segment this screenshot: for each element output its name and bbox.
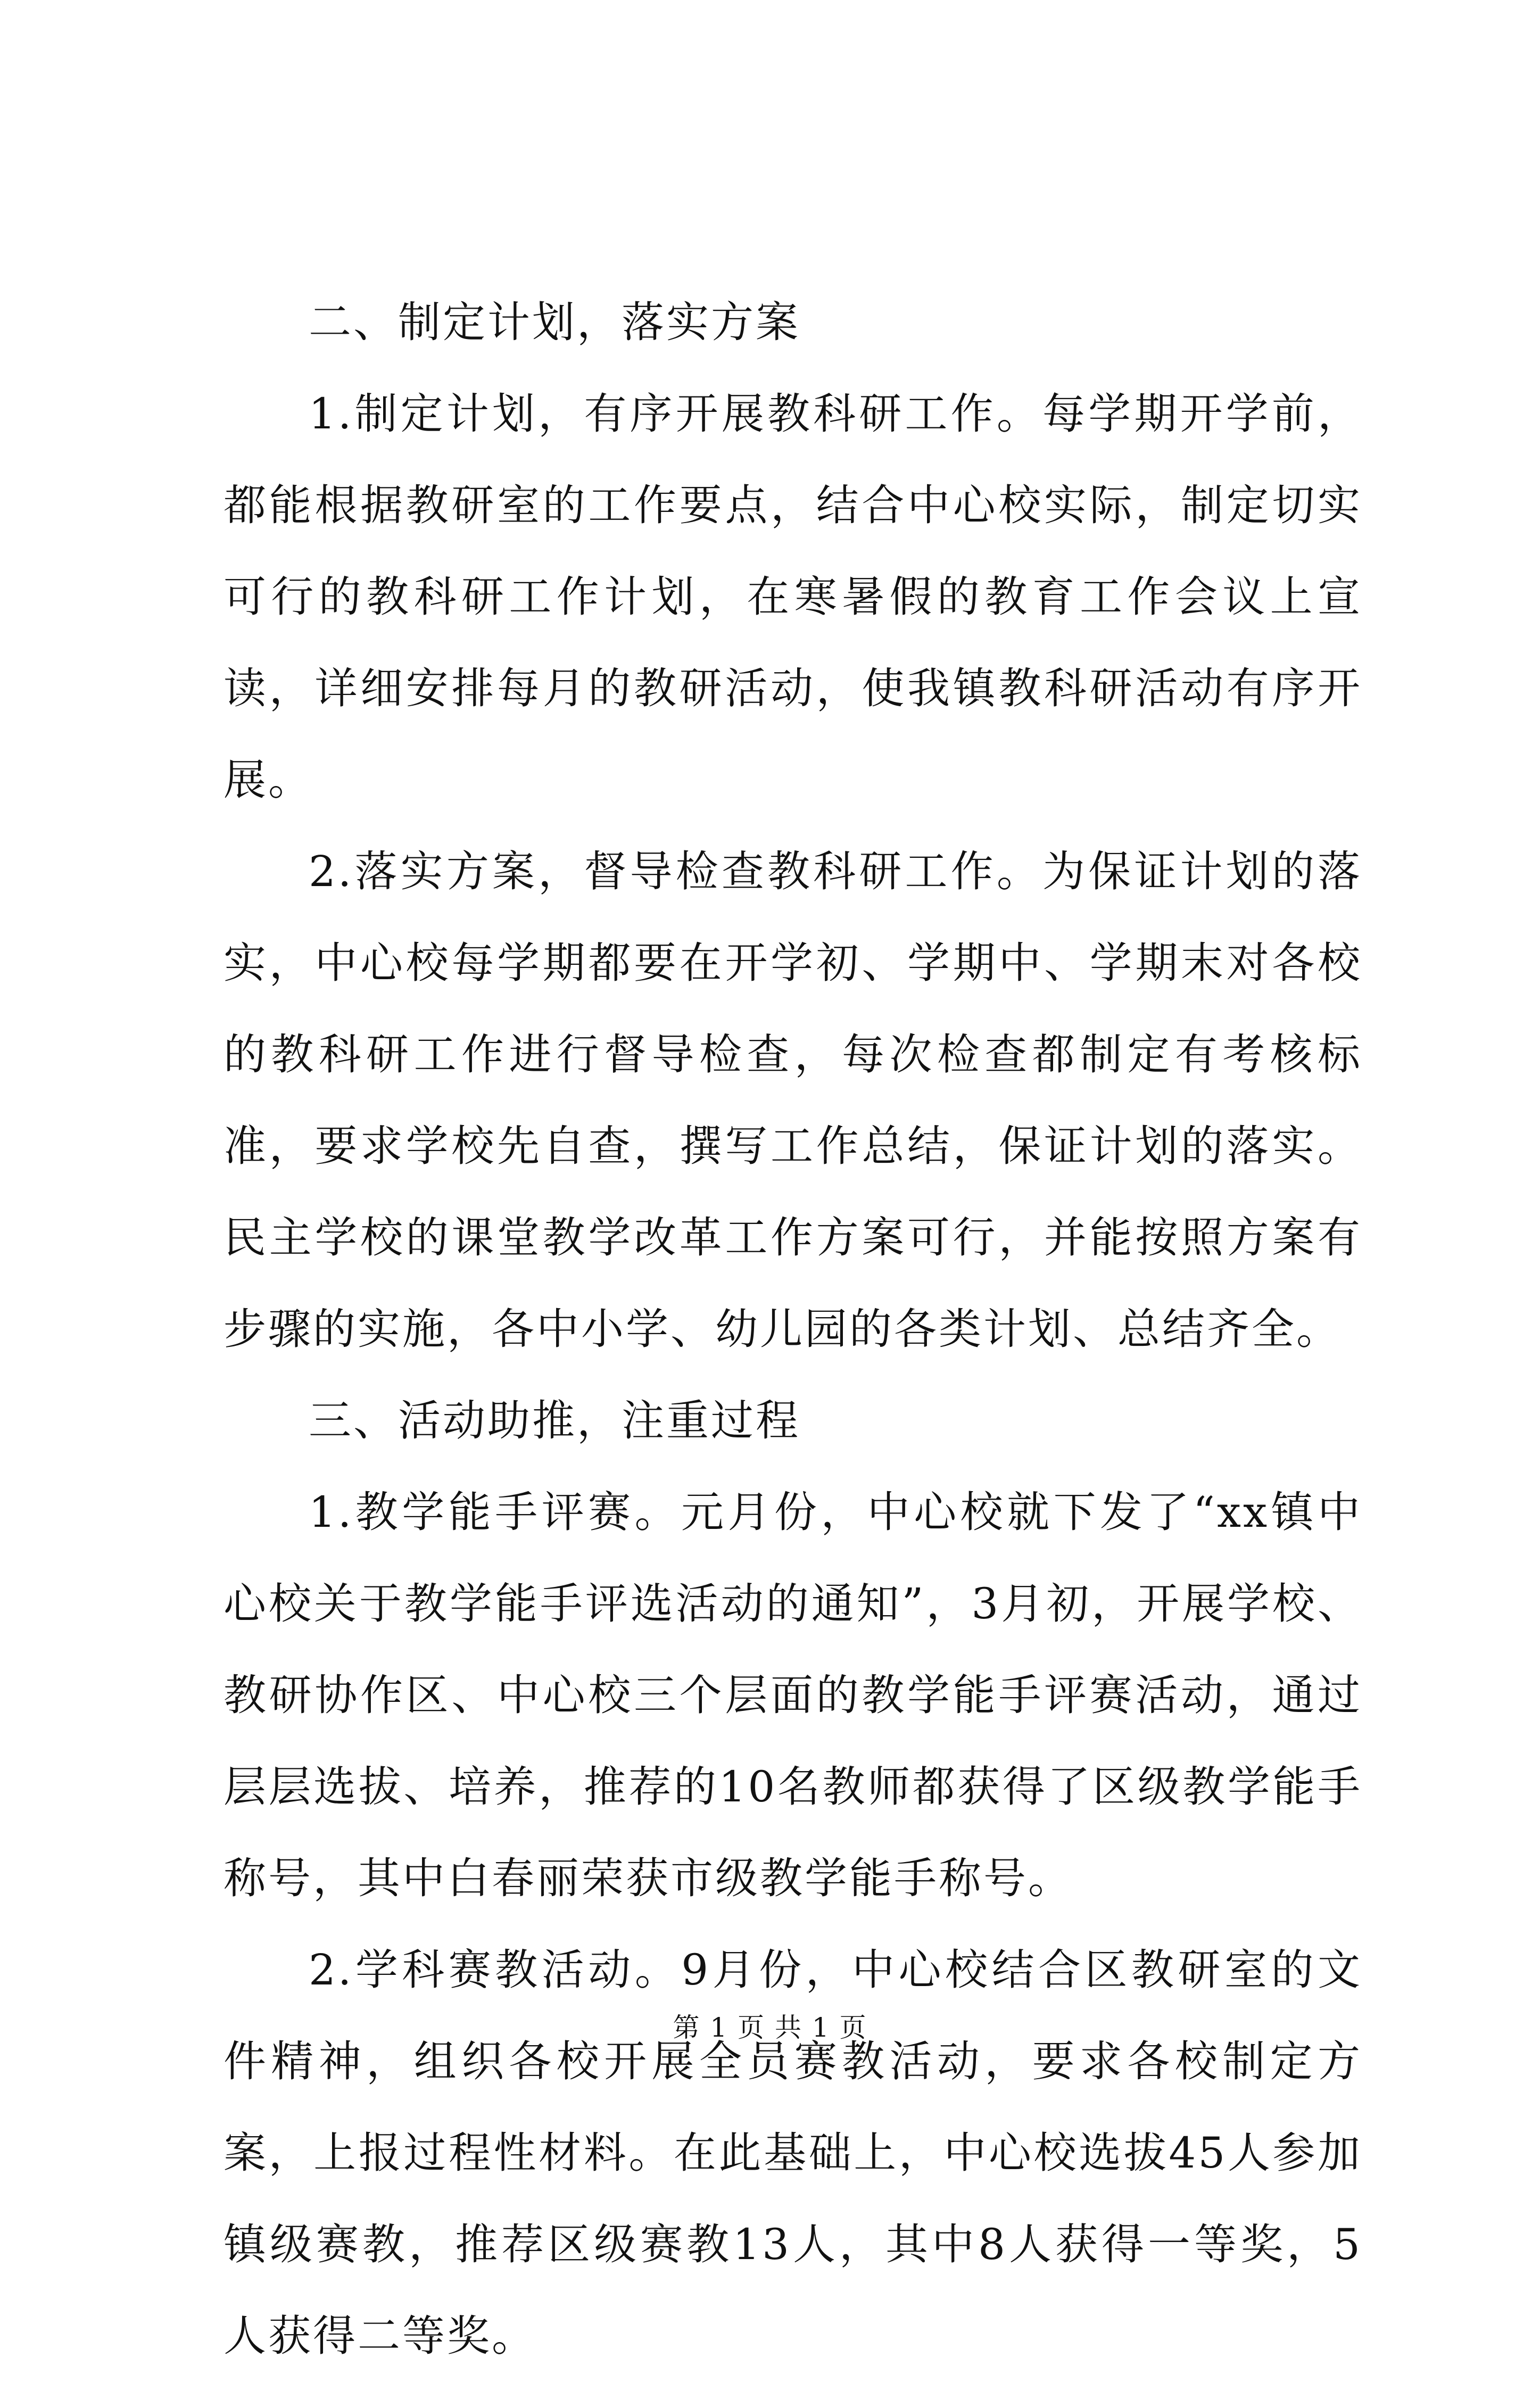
paragraph: 2.学科赛教活动。9月份，中心校结合区教研室的文件精神，组织各校开展全员赛教活动，要求各校制定方案，上报过程性材料。在此基础上，中心校选拔45人参加镇级赛教，推荐区级赛教13人，其中8人获得一等奖，5人获得二等奖。	[223, 1945, 1362, 2361]
paragraph: 1.教学能手评赛。元月份，中心校就下发了“xx镇中心校关于教学能手评选活动的通知”，3月初，开展学校、教研协作区、中心校三个层面的教学能手评赛活动，通过层层选拔、培养，推荐的10名教师都获得了区级教学能手称号，其中白春丽荣获市级教学能手称号。	[223, 1487, 1362, 1903]
paragraph: 2.落实方案，督导检查教科研工作。为保证计划的落实，中心校每学期都要在开学初、学期中、学期末对各校的教科研工作进行督导检查，每次检查都制定有考核标准，要求学校先自查，撰写工作总结，保证计划的落实。民主学校的课堂教学改革工作方案可行，并能按照方案有步骤的实施，各中小学、幼儿园的各类计划、总结齐全。	[223, 847, 1362, 1354]
section-heading: 三、活动助推，注重过程	[309, 1396, 800, 1445]
page-number-footer: 第 1 页 共 1 页	[673, 2012, 867, 2043]
document-body	[223, 277, 1362, 2382]
section-heading: 二、制定计划，落实方案	[309, 297, 800, 347]
paragraph: 1.制定计划，有序开展教科研工作。每学期开学前，都能根据教研室的工作要点，结合中心校实际，制定切实可行的教科研工作计划，在寒暑假的教育工作会议上宣读，详细安排每月的教研活动，使我镇教科研活动有序开展。	[223, 389, 1362, 805]
